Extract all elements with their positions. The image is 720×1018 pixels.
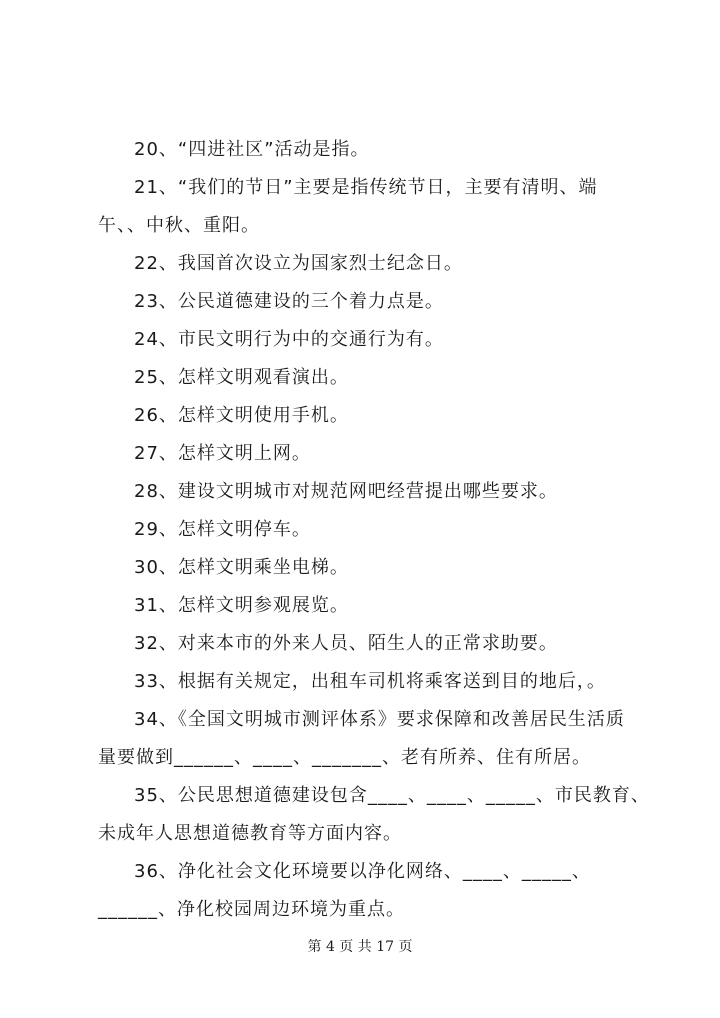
page-number-footer: 第 4 页 共 17 页 <box>307 939 413 955</box>
question-35-continued: 未成年人思想道德教育等方面内容。 <box>98 823 402 844</box>
question-22: 22、我国首次设立为国家烈士纪念日。 <box>134 253 463 274</box>
question-29: 29、怎样文明停车。 <box>134 519 311 540</box>
question-24: 24、市民文明行为中的交通行为有。 <box>134 329 444 350</box>
question-36: 36、净化社会文化环境要以净化网络、____、_____、 <box>134 861 591 882</box>
question-32: 32、对来本市的外来人员、陌生人的正常求助要。 <box>134 633 558 654</box>
question-23: 23、公民道德建设的三个着力点是。 <box>134 291 444 312</box>
question-27: 27、怎样文明上网。 <box>134 443 311 464</box>
question-21-continued: 午、、中秋、重阳。 <box>98 215 260 236</box>
question-21: 21、“我们的节日”主要是指传统节日，主要有清明、端 <box>134 177 598 198</box>
question-28: 28、建设文明城市对规范网吧经营提出哪些要求。 <box>134 481 558 502</box>
question-26: 26、怎样文明使用手机。 <box>134 405 349 426</box>
question-34: 34、《全国文明城市测评体系》要求保障和改善居民生活质 <box>134 709 625 730</box>
question-31: 31、怎样文明参观展览。 <box>134 595 349 616</box>
question-35: 35、公民思想道德建设包含____、____、_____、市民教育、 <box>134 785 650 806</box>
question-20: 20、“四进社区”活动是指。 <box>134 139 370 160</box>
question-34-continued: 量要做到______、____、_______、老有所养、住有所居。 <box>98 747 591 768</box>
question-30: 30、怎样文明乘坐电梯。 <box>134 557 349 578</box>
question-36-continued: ______、净化校园周边环境为重点。 <box>98 899 405 920</box>
question-25: 25、怎样文明观看演出。 <box>134 367 349 388</box>
question-33: 33、根据有关规定，出租车司机将乘客送到目的地后，。 <box>134 671 606 692</box>
